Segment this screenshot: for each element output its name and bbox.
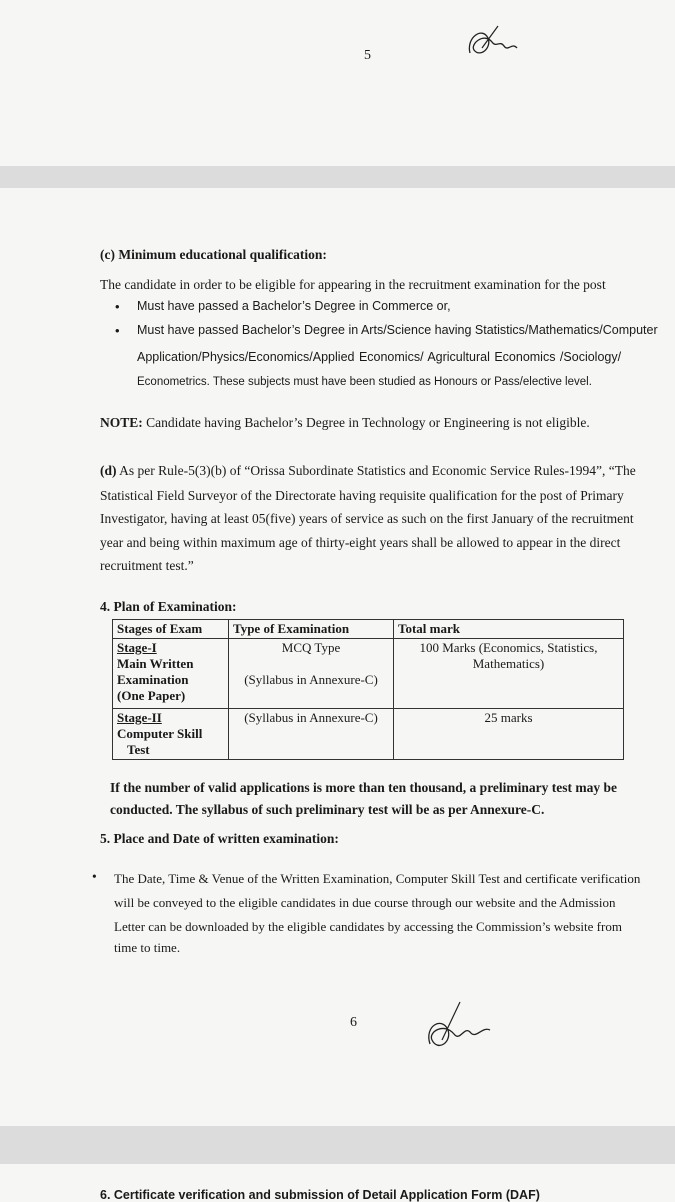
bullet-icon: • xyxy=(92,869,97,884)
page-number-top: 5 xyxy=(364,48,371,63)
section-d-line: year and being within maximum age of thirty-eight years shall be allowed to appear in the direct xyxy=(100,535,621,550)
table-header: Stages of Exam xyxy=(113,620,229,639)
page-break-band xyxy=(0,1126,675,1164)
section-d-line xyxy=(100,460,636,482)
list-item-text: Application/Physics/Economics/Applied Economics/ Agricultural Economics /Sociology/ xyxy=(137,350,622,364)
table-row xyxy=(113,709,624,760)
bullet-icon: • xyxy=(115,299,120,314)
note-text: Candidate having Bachelor’s Degree in Technology or Engineering is not eligible. xyxy=(142,415,590,430)
exam-type: MCQ Type xyxy=(281,640,341,655)
section-c-heading: (c) Minimum educational qualification: xyxy=(100,247,327,262)
list-item-text: Must have passed a Bachelor’s Degree in Commerce or, xyxy=(137,299,451,313)
list-item-text: Econometrics. These subjects must have been studied as Honours or Pass/elective level. xyxy=(137,376,592,388)
section-5-line: will be conveyed to the eligible candidates in due course through our website and the Admission xyxy=(114,895,616,910)
stage-title: Stage-I xyxy=(117,640,157,655)
preliminary-note-line: conducted. The syllabus of such preliminary test will be as per Annexure-C. xyxy=(110,802,545,817)
section-5-line: Letter can be downloaded by the eligible candidates by accessing the Commission’s website from xyxy=(114,919,622,934)
section-4-heading: 4. Plan of Examination: xyxy=(100,599,237,614)
table-cell xyxy=(394,639,624,709)
stage-title: Stage-II xyxy=(117,710,162,725)
table-cell xyxy=(229,709,394,760)
section-5-line: time to time. xyxy=(114,940,181,955)
marks: 100 Marks (Economics, Statistics, xyxy=(419,640,598,655)
table-header: Total mark xyxy=(394,620,624,639)
stage-desc: (One Paper) xyxy=(117,688,186,703)
stage-desc: Computer Skill xyxy=(117,726,203,741)
stage-desc: Test xyxy=(127,742,150,757)
section-d-line: recruitment test.” xyxy=(100,558,194,573)
signature-image xyxy=(462,18,532,68)
bullet-icon: • xyxy=(115,323,120,338)
preliminary-note-line: If the number of valid applications is more than ten thousand, a preliminary test may be xyxy=(110,780,618,795)
section-d-text: As per Rule-5(3)(b) of “Orissa Subordinate Statistics and Economic Service Rules-1994”, “The xyxy=(116,463,636,478)
list-item-text: Must have passed Bachelor’s Degree in Arts/Science having Statistics/Mathematics/Computer xyxy=(137,323,658,337)
stage-desc: Examination xyxy=(117,672,189,687)
table-cell xyxy=(113,709,229,760)
section-d-line: Statistical Field Surveyor of the Directorate having requisite qualification for the post of Primary xyxy=(100,488,624,503)
exam-type: (Syllabus in Annexure-C) xyxy=(244,672,378,687)
section-5-line: The Date, Time & Venue of the Written Examination, Computer Skill Test and certificate verification xyxy=(114,871,641,886)
next-page-heading: 6. Certificate verification and submission of Detail Application Form (DAF) xyxy=(100,1188,540,1202)
marks: Mathematics) xyxy=(472,656,545,671)
exam-type-spacer xyxy=(233,656,389,672)
table-cell xyxy=(394,709,624,760)
note-label: NOTE: xyxy=(100,415,143,430)
signature-image xyxy=(420,996,510,1058)
note-paragraph xyxy=(100,412,590,434)
plan-of-examination-table xyxy=(112,619,624,760)
page-break-band xyxy=(0,166,675,188)
table-header: Type of Examination xyxy=(229,620,394,639)
table-header-row xyxy=(113,620,624,639)
section-d-line: Investigator, having at least 05(five) years of service as such on the first January of the recruitment xyxy=(100,511,634,526)
marks: 25 marks xyxy=(484,710,533,725)
table-cell xyxy=(113,639,229,709)
table-cell xyxy=(229,639,394,709)
stage-desc: Main Written xyxy=(117,656,194,671)
section-5-heading: 5. Place and Date of written examination: xyxy=(100,831,339,846)
section-d-label: (d) xyxy=(100,463,117,478)
section-c-intro: The candidate in order to be eligible for appearing in the recruitment examination for the post xyxy=(100,277,606,292)
table-row xyxy=(113,639,624,709)
page-number-bottom: 6 xyxy=(350,1015,357,1030)
exam-type: (Syllabus in Annexure-C) xyxy=(244,710,378,725)
